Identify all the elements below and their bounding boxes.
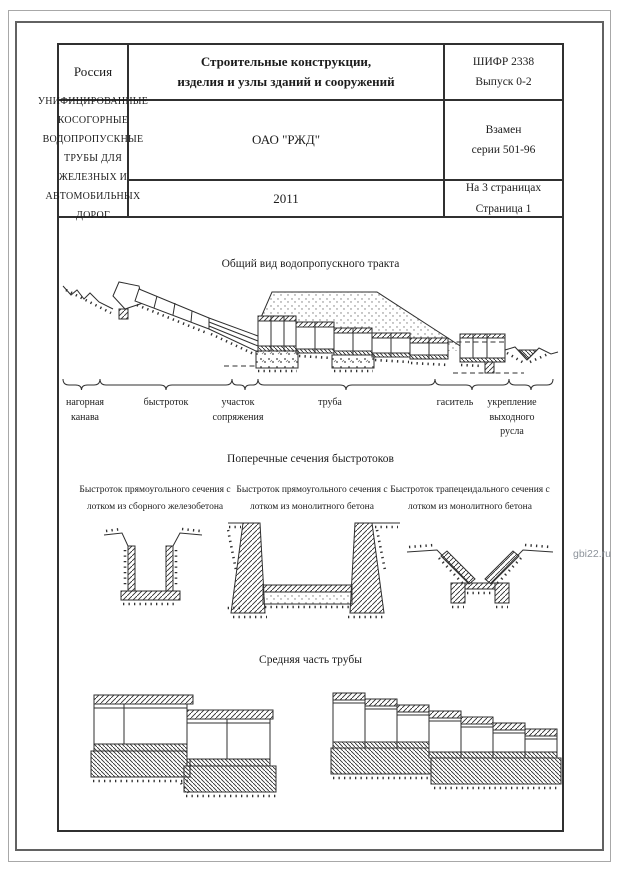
cell-code: ШИФР 2338 Выпуск 0-2: [445, 45, 562, 101]
cell-department-title: Строительные конструкции, изделия и узлы зданий и сооружений: [129, 45, 445, 101]
cross-section-drawing-monolithic-rect: [227, 510, 402, 622]
drawing-area: [59, 218, 562, 830]
sheet: [37, 43, 564, 832]
cell-year: 2011: [129, 181, 445, 216]
cross-section-drawing-trapezoidal: [405, 526, 555, 614]
profile-label-dissipator: гаситель: [436, 397, 474, 408]
cell-replaces: Взамен серии 501-96: [445, 101, 562, 181]
cell-organization: ОАО "РЖД": [129, 101, 445, 181]
watermark: gbi22.ru: [573, 548, 611, 560]
profile-label-ditch: нагорная канава: [65, 397, 105, 423]
profile-label-outlet: укрепление выходного русла: [487, 397, 537, 437]
cross-section-caption-1: Быстроток прямоугольного сечения с лотком из сборного железобетона: [79, 485, 231, 512]
cross-section-caption-3: Быстроток трапецеидального сечения с лотком из монолитного бетона: [390, 485, 550, 512]
cross-section-caption-2: Быстроток прямоугольного сечения с лотком из монолитного бетона: [236, 485, 388, 512]
cell-country: Россия: [59, 45, 129, 101]
header-table: [37, 45, 562, 221]
profile-label-pipe: труба: [318, 397, 342, 408]
cell-subject: УНИФИЦИРОВАННЫЕ КОСОГОРНЫЕ ВОДОПРОПУСКНЫЕ ТРУБЫ ДЛЯ ЖЕЛЕЗНЫХ И АВТОМОБИЛЬНЫХ ДОРОГ: [37, 96, 149, 221]
profile-label-transition: участок сопряжения: [212, 397, 264, 423]
general-view-drawing: [59, 276, 562, 398]
middle-part-drawing-right: [327, 683, 565, 803]
middle-part-drawing-left: [81, 683, 286, 803]
cell-pages: На 3 страницах Страница 1: [465, 182, 542, 215]
cross-sections-title: Поперечные сечения быстротоков: [227, 453, 394, 465]
middle-part-title: Средняя часть трубы: [259, 654, 362, 666]
general-view-title: Общий вид водопропускного тракта: [221, 258, 400, 270]
profile-label-chute: быстроток: [143, 397, 189, 408]
cross-section-drawing-precast-rect: [102, 521, 212, 613]
